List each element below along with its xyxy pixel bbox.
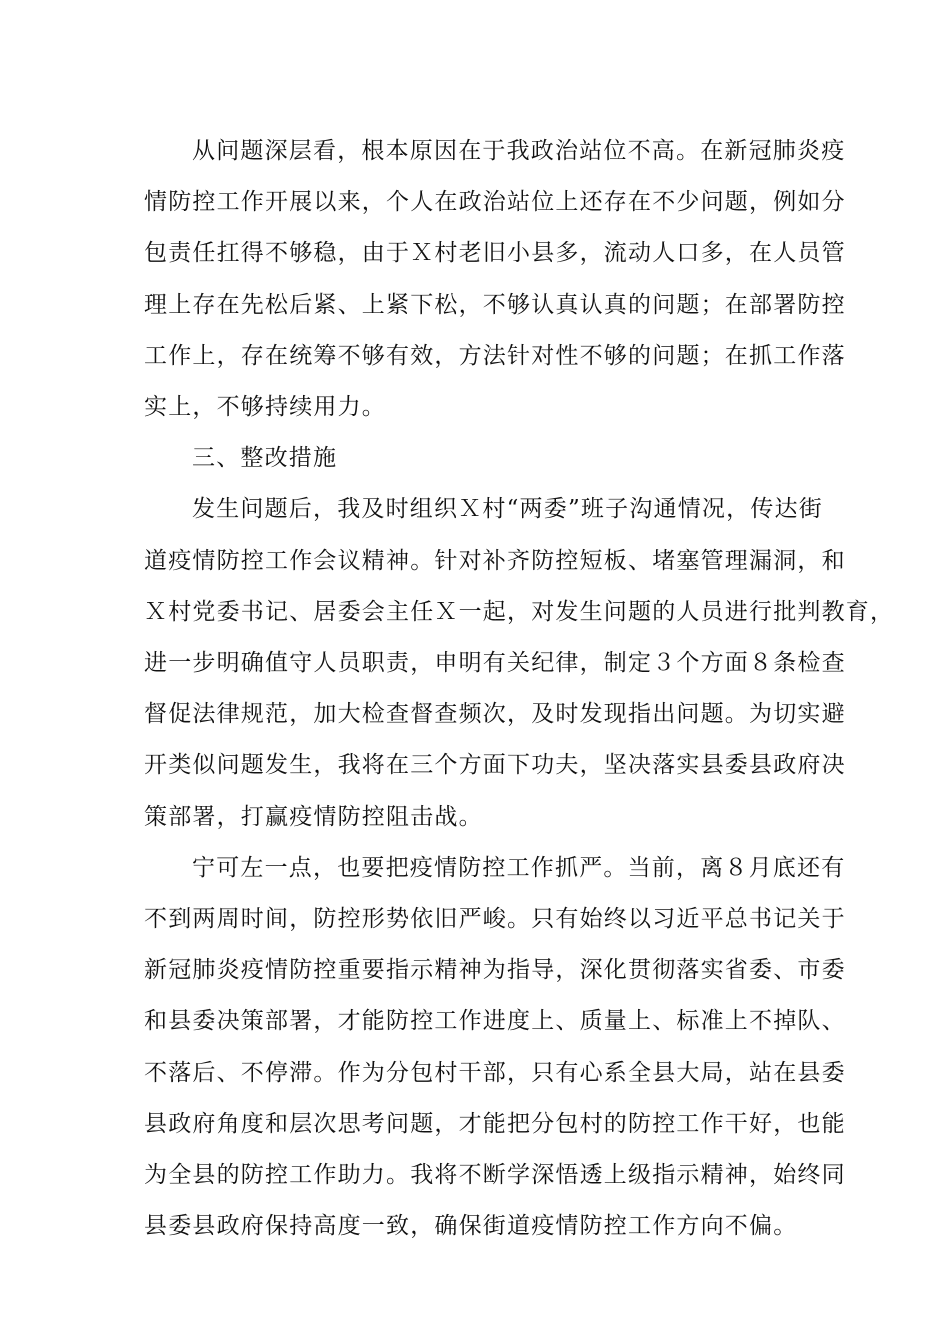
- text-line: 不落后、不停滞。作为分包村干部，只有心系全县大局，站在县委: [144, 1059, 846, 1086]
- text-line: 和县委决策部署，才能防控工作进度上、质量上、标准上不掉队、: [144, 1008, 846, 1035]
- text-line: 发生问题后，我及时组织Ｘ村“两委”班子沟通情况，传达街: [192, 496, 823, 523]
- text-line: 理上存在先松后紧、上紧下松，不够认真认真的问题；在部署防控: [144, 291, 846, 318]
- text-line: 情防控工作开展以来，个人在政治站位上还存在不少问题，例如分: [144, 189, 846, 216]
- text-line: 开类似问题发生，我将在三个方面下功夫，坚决落实县委县政府决: [144, 752, 846, 779]
- paragraph-strict-control: [144, 843, 846, 1253]
- text-line: 工作上，存在统筹不够有效，方法针对性不够的问题；在抓工作落: [144, 342, 846, 369]
- text-line: 县政府角度和层次思考问题，才能把分包村的防控工作干好，也能: [144, 1110, 846, 1137]
- heading-rectification-measures: 三、整改措施: [192, 445, 338, 472]
- text-line: 策部署，打赢疫情防控阻击战。: [144, 803, 483, 830]
- paragraph-actions-taken: [144, 484, 895, 842]
- text-line: 进一步明确值守人员职责，申明有关纪律，制定３个方面８条检查: [144, 650, 846, 677]
- document-body: [144, 126, 895, 1252]
- section-heading: [144, 433, 820, 484]
- text-line: 从问题深层看，根本原因在于我政治站位不高。在新冠肺炎疫: [192, 138, 846, 164]
- text-line: 县委县政府保持高度一致，确保街道疫情防控工作方向不偏。: [144, 1213, 798, 1240]
- text-line: 新冠肺炎疫情防控重要指示精神为指导，深化贯彻落实省委、市委: [144, 957, 846, 984]
- text-line: Ｘ村党委书记、居委会主任Ｘ一起，对发生问题的人员进行批判教育，: [144, 598, 895, 625]
- text-line: 不到两周时间，防控形势依旧严峻。只有始终以习近平总书记关于: [144, 906, 846, 933]
- text-line: 宁可左一点，也要把疫情防控工作抓严。当前，离８月底还有: [192, 854, 846, 881]
- text-line: 为全县的防控工作助力。我将不断学深悟透上级指示精神，始终同: [144, 1162, 846, 1189]
- text-line: 督促法律规范，加大检查督查频次，及时发现指出问题。为切实避: [144, 701, 846, 728]
- text-line: 实上，不够持续用力。: [144, 394, 386, 421]
- paragraph-root-cause: [144, 126, 846, 433]
- text-line: 道疫情防控工作会议精神。针对补齐防控短板、堵塞管理漏洞，和: [144, 547, 846, 574]
- text-line: 包责任扛得不够稳，由于Ｘ村老旧小县多，流动人口多，在人员管: [144, 240, 846, 267]
